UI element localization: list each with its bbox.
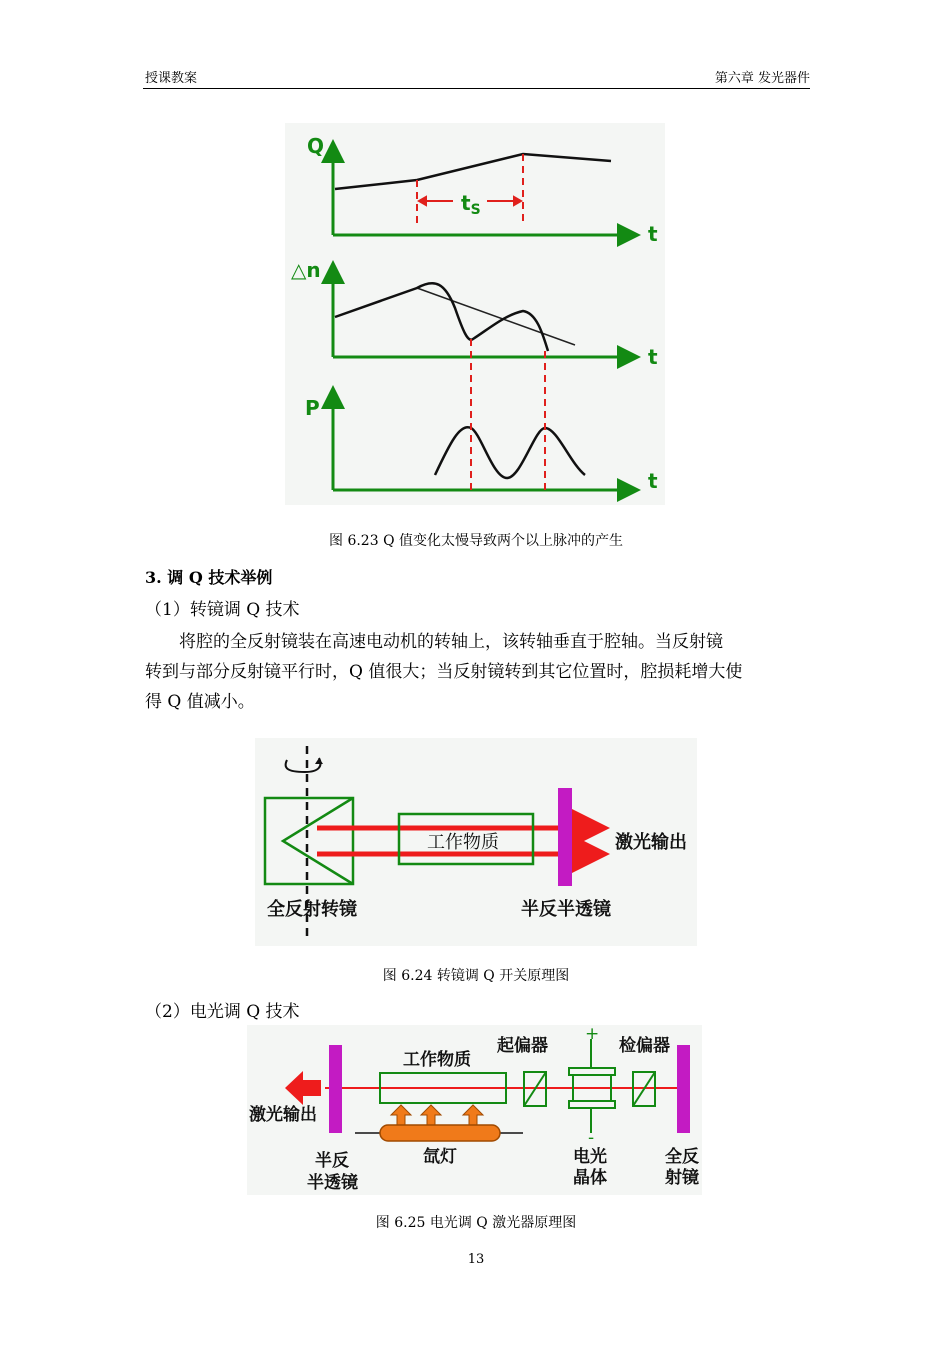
ts-label: $t_S$ — [461, 191, 481, 218]
laser-output-label: 激光输出 — [249, 1105, 317, 1125]
paragraph-line-2: 转到与部分反射镜平行时，Q 值很大；当反射镜转到其它位置时，腔损耗增大使 — [145, 662, 743, 682]
full-mirror-label: 全反射转镜 — [267, 899, 357, 920]
dn-t-label: t — [648, 345, 658, 369]
figure-6-24-caption: 图 6.24 转镜调 Q 开关原理图 — [382, 968, 570, 984]
figure-6-24 — [255, 738, 697, 946]
figure-6-25 — [247, 1025, 702, 1195]
subsection-1-title: （1）转镜调 Q 技术 — [145, 600, 300, 620]
page-number: 13 — [467, 1252, 485, 1267]
figure-6-25-caption: 图 6.25 电光调 Q 激光器原理图 — [375, 1215, 577, 1231]
figure-6-23-caption: 图 6.23 Q 值变化太慢导致两个以上脉冲的产生 — [329, 533, 623, 549]
gain-medium-label: 工作物质 — [427, 832, 499, 853]
analyzer-label: 检偏器 — [619, 1036, 670, 1056]
half-mirror-label-2: 半透镜 — [307, 1173, 358, 1193]
plus-terminal: + — [585, 1025, 600, 1044]
figure-6-23 — [285, 123, 665, 505]
header-right: 第六章 发光器件 — [714, 71, 810, 86]
xenon-lamp — [380, 1125, 500, 1141]
half-mirror-left — [329, 1045, 342, 1133]
polarizer-label: 起偏器 — [497, 1036, 548, 1056]
q-axis-label: Q — [307, 134, 325, 158]
xenon-lamp-label: 氙灯 — [423, 1147, 457, 1167]
laser-output-label: 激光输出 — [615, 832, 687, 853]
full-mirror-right — [677, 1045, 690, 1133]
eo-crystal-label-1: 电光 — [573, 1147, 607, 1167]
half-mirror — [558, 788, 572, 886]
gain-medium-label: 工作物质 — [403, 1050, 471, 1070]
paragraph-line-1: 将腔的全反射镜装在高速电动机的转轴上，该转轴垂直于腔轴。当反射镜 — [179, 632, 723, 652]
minus-terminal: - — [588, 1128, 595, 1148]
eo-crystal-label-2: 晶体 — [573, 1168, 607, 1188]
header-rule — [143, 88, 810, 89]
p-t-label: t — [648, 469, 658, 493]
header-left: 授课教案 — [145, 71, 198, 86]
full-mirror-label-2: 射镜 — [665, 1168, 699, 1188]
section-title: 3. 调 Q 技术举例 — [145, 568, 273, 587]
subsection-2-title: （2）电光调 Q 技术 — [145, 1002, 300, 1022]
paragraph-rotating-mirror — [145, 627, 812, 717]
p-axis-label: P — [305, 396, 320, 420]
paragraph-line-3: 得 Q 值减小。 — [145, 692, 255, 712]
half-mirror-label-1: 半反 — [315, 1151, 349, 1171]
q-t-label: t — [648, 222, 658, 246]
dn-axis-label: △n — [291, 258, 321, 282]
full-mirror-label-1: 全反 — [665, 1147, 699, 1167]
half-mirror-label: 半反半透镜 — [521, 899, 611, 920]
